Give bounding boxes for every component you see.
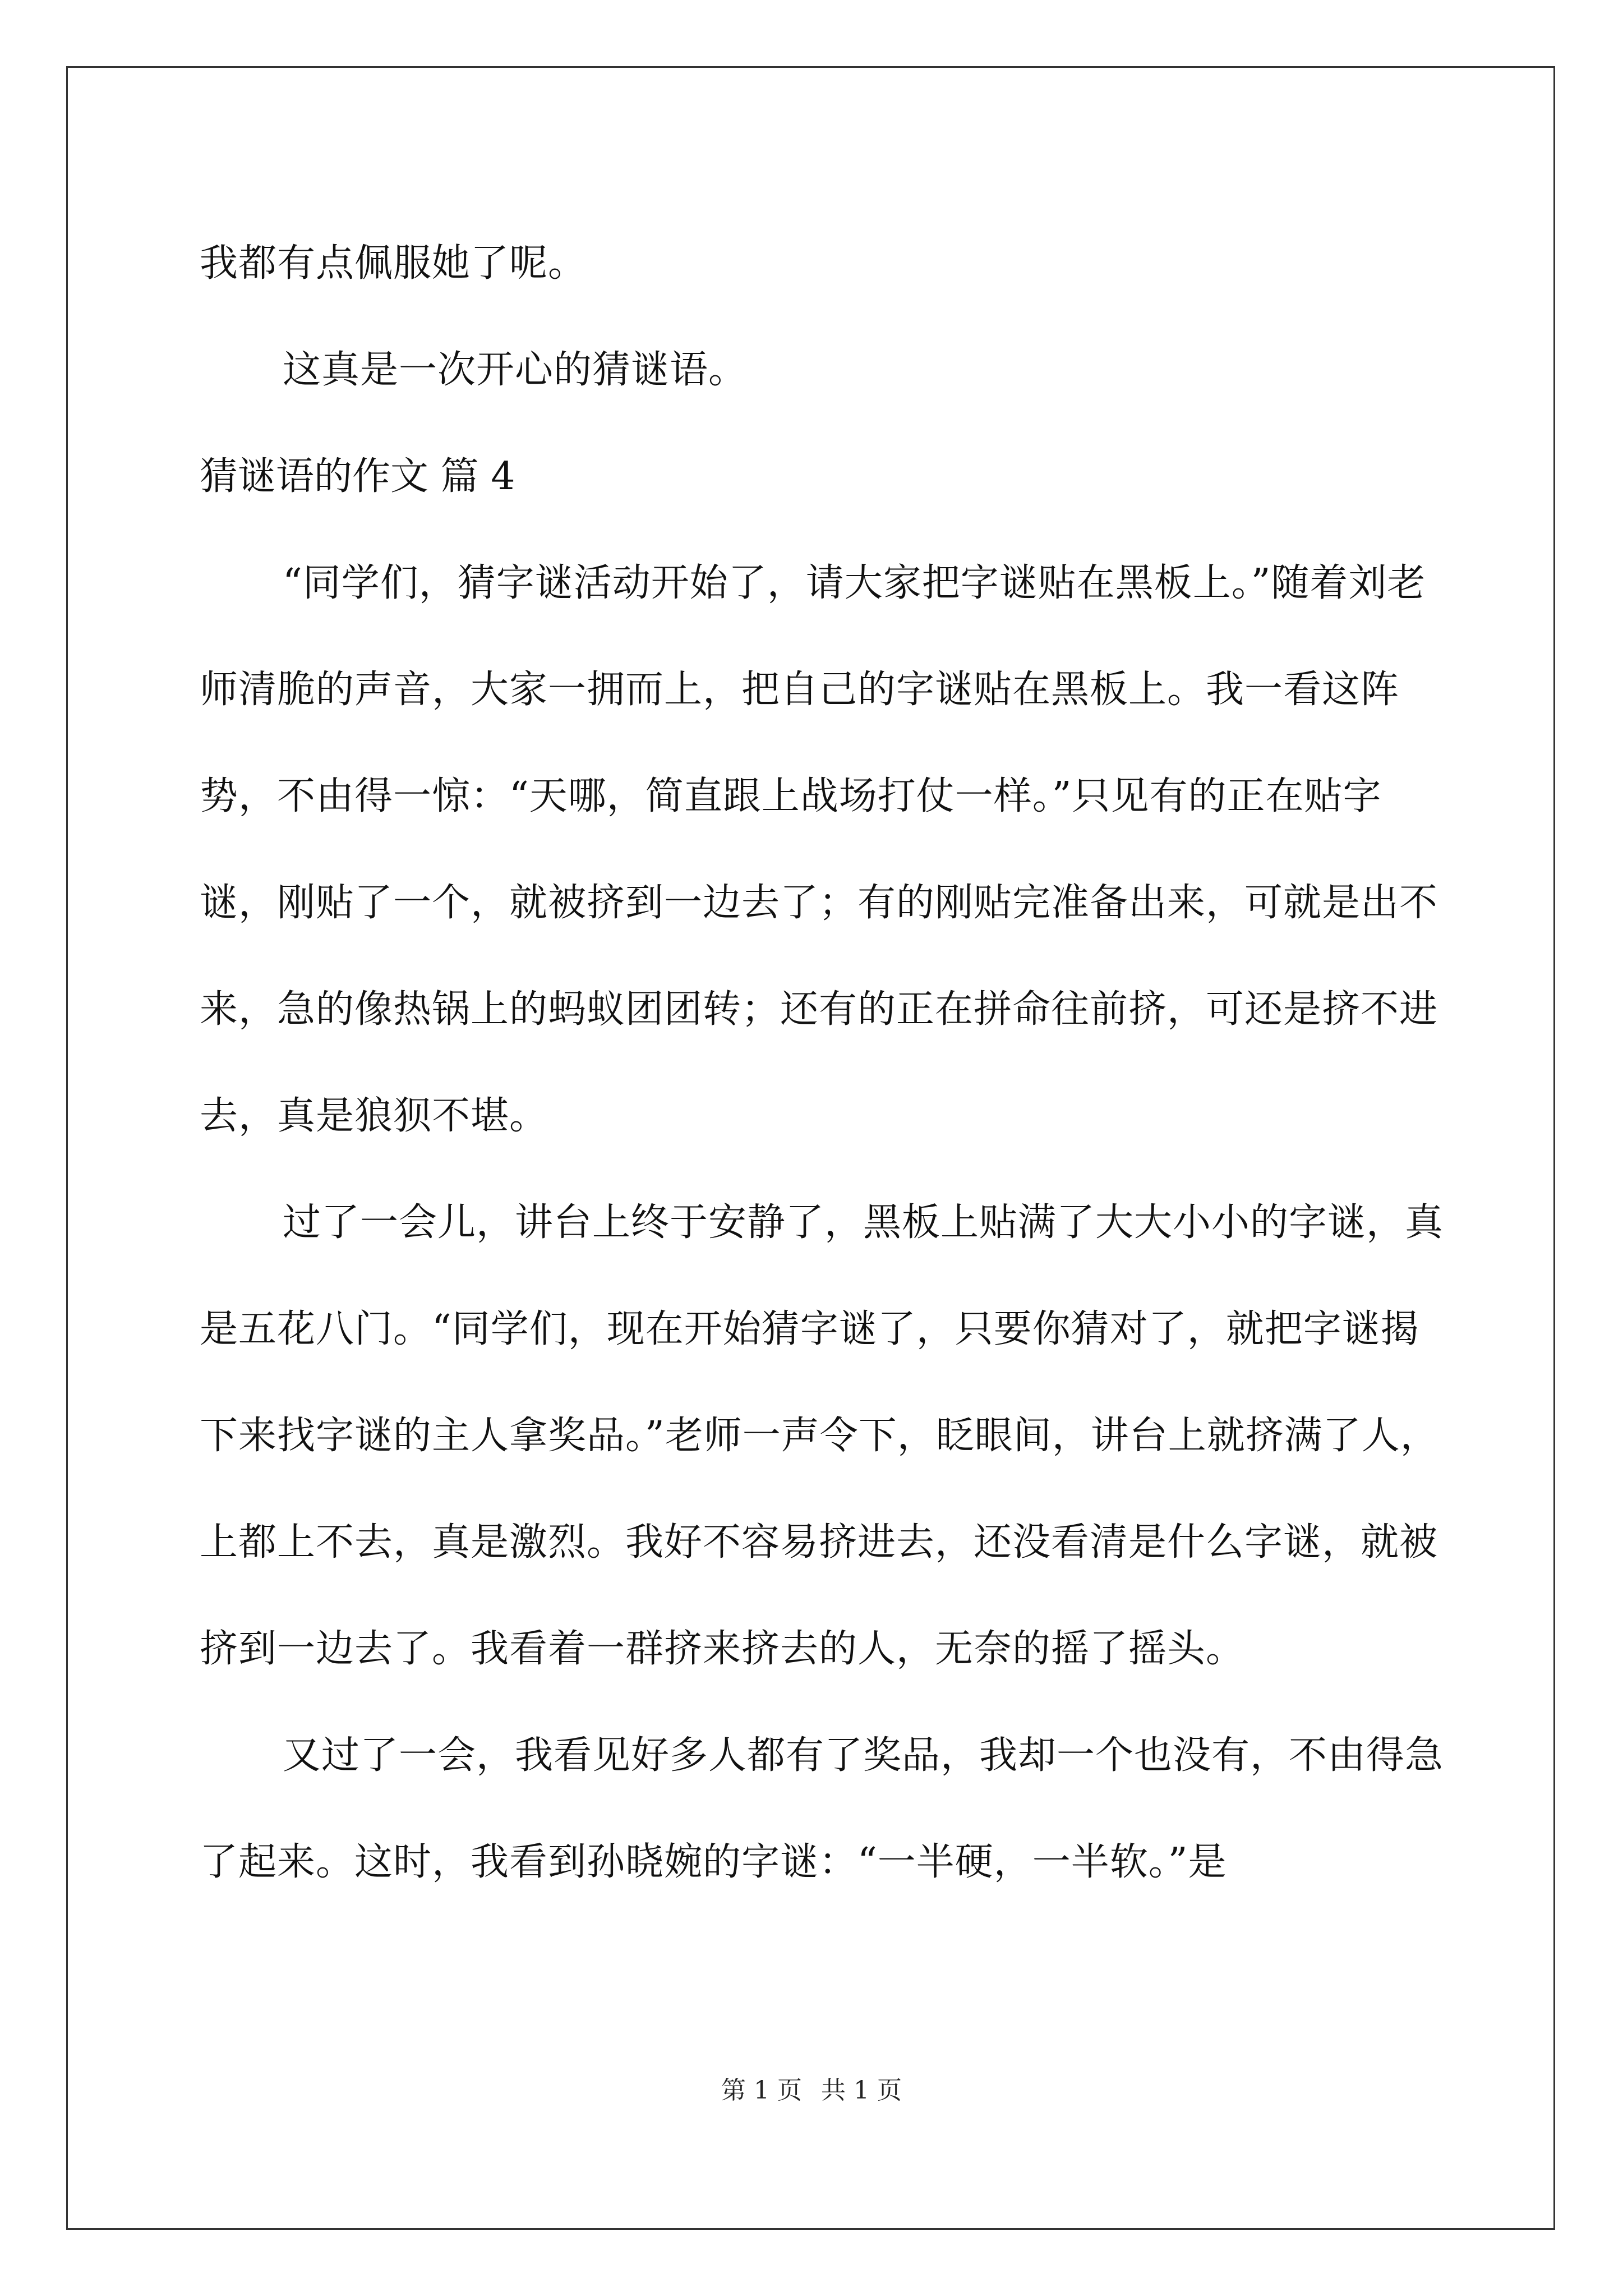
paragraph: 这真是一次开心的猜谜语。 xyxy=(283,348,748,392)
page-total: 共 1 页 xyxy=(821,2076,902,2105)
page-number: 第 1 页 xyxy=(721,2076,802,2105)
page-footer xyxy=(0,2070,1623,2106)
paragraph: 过了一会儿，讲台上终于安静了，黑板上贴满了大大小小的字谜，真是五花八门。“同学们，现在开始猜字谜了，只要你猜对了，就把字谜揭下来找字谜的主人拿奖品。”老师一声令下，眨眼间，讲台上就挤满了人，上都上不去，真是激烈。我好不容易挤进去，还没看清是什么字谜，就被挤到一边去了。我看着一群挤来挤去的人，无奈的摇了摇头。 xyxy=(200,1200,1444,1671)
paragraph: 我都有点佩服她了呢。 xyxy=(200,241,587,286)
paragraph: “同学们，猜字谜活动开始了，请大家把字谜贴在黑板上。”随着刘老师清脆的声音，大家一拥而上，把自己的字谜贴在黑板上。我一看这阵势，不由得一惊：“天哪，简直跟上战场打仗一样。”只见有的正在贴字谜，刚贴了一个，就被挤到一边去了；有的刚贴完准备出来，可就是出不来，急的像热锅上的蚂蚁团团转；还有的正在拼命往前挤，可还是挤不进去，真是狼狈不堪。 xyxy=(200,561,1438,1138)
section-heading: 猜谜语的作文 篇 4 xyxy=(200,454,515,499)
paragraph: 又过了一会，我看见好多人都有了奖品，我却一个也没有，不由得急了起来。这时，我看到孙晓婉的字谜：“一半硬，一半软。”是 xyxy=(200,1733,1444,1884)
document-body xyxy=(200,210,1450,1916)
